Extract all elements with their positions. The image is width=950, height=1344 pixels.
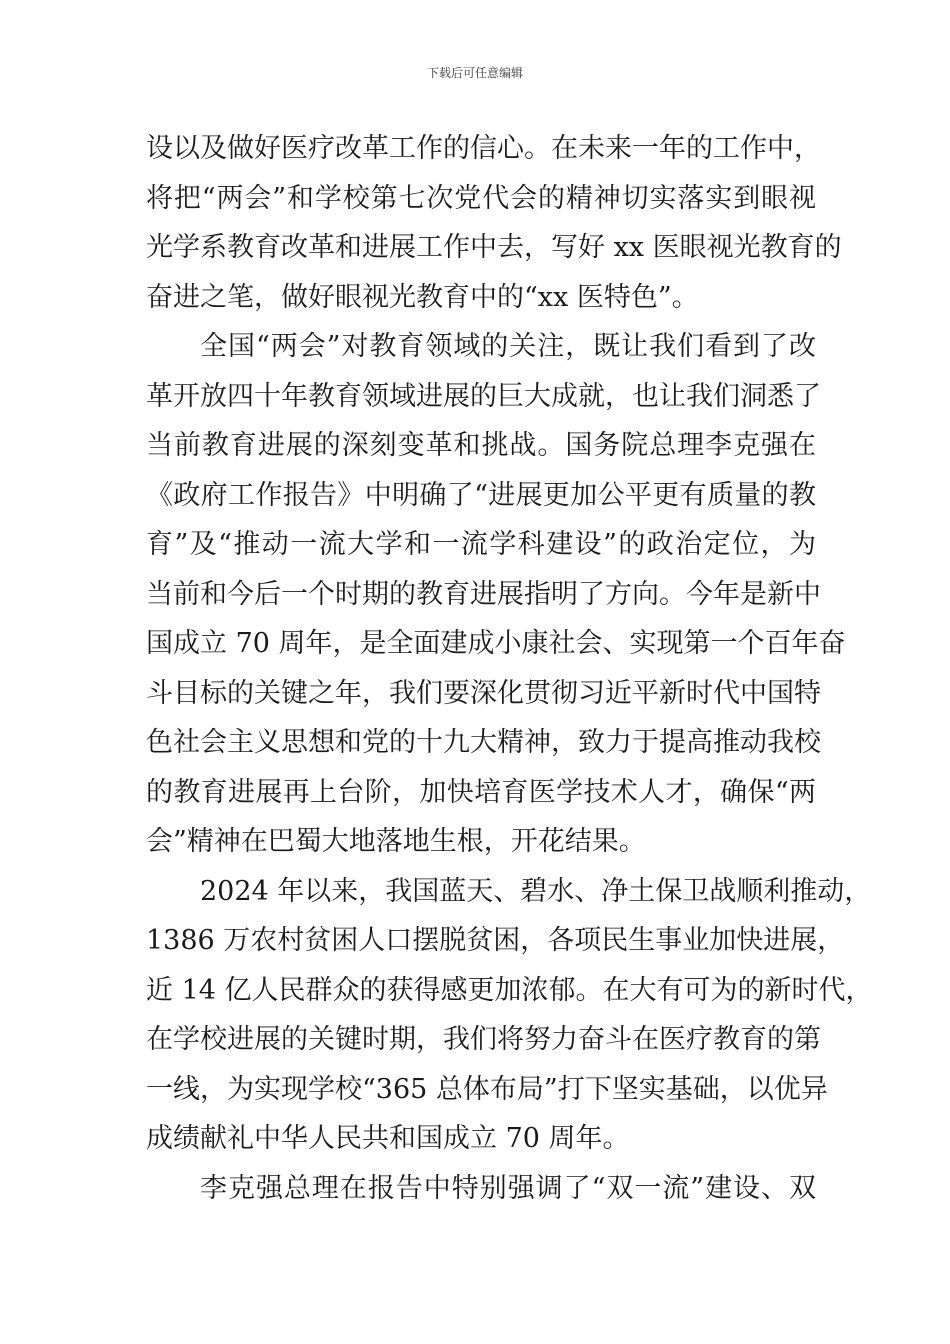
text-line: 国成立 70 周年，是全面建成小康社会、实现第一个百年奋 [146, 628, 846, 659]
text-line: 《政府工作报告》中明确了“进展更加公平更有质量的教 [146, 479, 816, 511]
text-line: 革开放四十年教育领域进展的巨大成就，也让我们洞悉了 [146, 380, 821, 412]
text-line: 色社会主义思想和党的十九大精神，致力于提高推动我校 [146, 727, 821, 758]
text-line: 将把“两会”和学校第七次党代会的精神切实落实到眼视 [146, 182, 816, 214]
text-line: 的教育进展再上台阶，加快培育医学技术人才，确保“两 [146, 776, 816, 808]
text-line: 成绩献礼中华人民共和国成立 70 周年。 [146, 1123, 630, 1154]
text-line: 斗目标的关键之年，我们要深化贯彻习近平新时代中国特 [146, 677, 821, 709]
paragraph-3 [146, 867, 873, 1164]
paragraph-1 [146, 124, 842, 322]
text-line: 近 14 亿人民群众的获得感更加浓郁。在大有可为的新时代， [146, 974, 873, 1006]
page-header-note: 下载后可任意编辑 [426, 66, 523, 80]
text-line: 2024 年以来，我国蓝天、碧水、净土保卫战顺利推动， [200, 875, 872, 907]
text-line: 光学系教育改革和进展工作中去，写好 xx 医眼视光教育的 [146, 232, 842, 263]
text-line: 奋进之笔，做好眼视光教育中的“xx 医特色”。 [146, 281, 699, 313]
text-line: 1386 万农村贫困人口摆脱贫困，各项民生事业加快进展， [146, 925, 845, 956]
document-body [146, 124, 873, 1213]
text-line: 一线，为实现学校“365 总体布局”打下坚实基础，以优异 [146, 1073, 828, 1105]
paragraph-2 [146, 322, 846, 867]
text-line: 设以及做好医疗改革工作的信心。在未来一年的工作中， [146, 133, 821, 164]
text-line: 当前教育进展的深刻变革和挑战。国务院总理李克强在 [146, 430, 816, 461]
text-line: 在学校进展的关键时期，我们将努力奋斗在医疗教育的第 [146, 1024, 821, 1055]
text-line: 当前和今后一个时期的教育进展指明了方向。今年是新中 [146, 578, 821, 610]
text-line: 全国“两会”对教育领域的关注，既让我们看到了改 [200, 331, 816, 362]
text-line: 李克强总理在报告中特别强调了“双一流”建设、双 [200, 1172, 816, 1204]
paragraph-4 [146, 1164, 816, 1214]
text-line: 育”及“推动一流大学和一流学科建设”的政治定位，为 [146, 529, 816, 560]
text-line: 会”精神在巴蜀大地落地生根，开花结果。 [146, 826, 646, 857]
